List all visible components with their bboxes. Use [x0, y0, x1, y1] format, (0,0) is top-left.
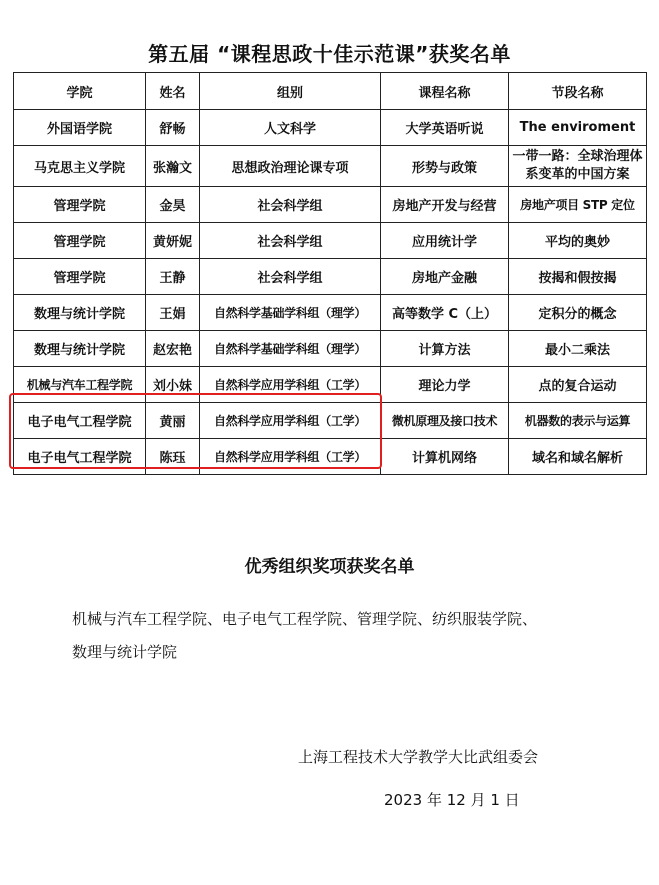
cell-course: 房地产开发与经营 [381, 187, 509, 223]
table-row [14, 295, 647, 331]
cell-group: 自然科学应用学科组（工学） [200, 439, 381, 475]
table-row [14, 223, 647, 259]
cell-group: 人文科学 [200, 110, 381, 146]
column-header-section: 节段名称 [509, 73, 647, 110]
cell-section: The enviroment [509, 110, 647, 146]
cell-college: 管理学院 [14, 223, 146, 259]
cell-name: 陈珏 [146, 439, 200, 475]
cell-group: 思想政治理论课专项 [200, 146, 381, 187]
table-row [14, 367, 647, 403]
table-row [14, 110, 647, 146]
org-award-title: 优秀组织奖项获奖名单 [244, 557, 415, 577]
column-header-course: 课程名称 [381, 73, 509, 110]
cell-course: 房地产金融 [381, 259, 509, 295]
cell-section: 房地产项目 STP 定位 [509, 187, 647, 223]
table-row [14, 187, 647, 223]
cell-course: 计算方法 [381, 331, 509, 367]
table-row [14, 331, 647, 367]
cell-section: 点的复合运动 [509, 367, 647, 403]
cell-section: 一带一路：全球治理体系变革的中国方案 [509, 146, 647, 187]
cell-college: 机械与汽车工程学院 [14, 367, 146, 403]
cell-name: 王静 [146, 259, 200, 295]
column-header-college: 学院 [14, 73, 146, 110]
cell-college: 数理与统计学院 [14, 295, 146, 331]
cell-group: 自然科学应用学科组（工学） [200, 403, 381, 439]
cell-group: 自然科学基础学科组（理学） [200, 295, 381, 331]
cell-section: 按揭和假按揭 [509, 259, 647, 295]
org-award-list [72, 603, 632, 669]
cell-course: 理论力学 [381, 367, 509, 403]
cell-section: 域名和域名解析 [509, 439, 647, 475]
org-award-line: 数理与统计学院 [72, 643, 178, 661]
cell-name: 王娟 [146, 295, 200, 331]
cell-course: 微机原理及接口技术 [381, 403, 509, 439]
cell-section: 平均的奥妙 [509, 223, 647, 259]
cell-college: 马克思主义学院 [14, 146, 146, 187]
column-header-group: 组别 [200, 73, 381, 110]
cell-name: 舒畅 [146, 110, 200, 146]
cell-name: 张瀚文 [146, 146, 200, 187]
cell-group: 社会科学组 [200, 223, 381, 259]
cell-course: 计算机网络 [381, 439, 509, 475]
cell-name: 金昊 [146, 187, 200, 223]
cell-section: 最小二乘法 [509, 331, 647, 367]
signature: 上海工程技术大学教学大比武组委会 [298, 748, 539, 766]
page-title: 第五届 “课程思政十佳示范课”获奖名单 [148, 42, 511, 66]
cell-name: 刘小妹 [146, 367, 200, 403]
cell-course: 大学英语听说 [381, 110, 509, 146]
cell-course: 应用统计学 [381, 223, 509, 259]
cell-section: 定积分的概念 [509, 295, 647, 331]
cell-college: 电子电气工程学院 [14, 403, 146, 439]
cell-group: 社会科学组 [200, 259, 381, 295]
cell-group: 自然科学应用学科组（工学） [200, 367, 381, 403]
table-row [14, 439, 647, 475]
cell-name: 黄妍妮 [146, 223, 200, 259]
awards-table [13, 72, 647, 475]
cell-name: 黄丽 [146, 403, 200, 439]
table-row [14, 403, 647, 439]
cell-group: 社会科学组 [200, 187, 381, 223]
cell-section: 机器数的表示与运算 [509, 403, 647, 439]
cell-course: 高等数学 C（上） [381, 295, 509, 331]
cell-name: 赵宏艳 [146, 331, 200, 367]
cell-college: 数理与统计学院 [14, 331, 146, 367]
table-row [14, 146, 647, 187]
cell-course: 形势与政策 [381, 146, 509, 187]
cell-group: 自然科学基础学科组（理学） [200, 331, 381, 367]
cell-college: 管理学院 [14, 187, 146, 223]
column-header-name: 姓名 [146, 73, 200, 110]
date: 2023 年 12 月 1 日 [384, 791, 520, 809]
table-row [14, 259, 647, 295]
org-award-line: 机械与汽车工程学院、电子电气工程学院、管理学院、纺织服装学院、 [72, 610, 538, 628]
table-header-row [14, 73, 647, 110]
cell-college: 外国语学院 [14, 110, 146, 146]
cell-college: 管理学院 [14, 259, 146, 295]
cell-college: 电子电气工程学院 [14, 439, 146, 475]
